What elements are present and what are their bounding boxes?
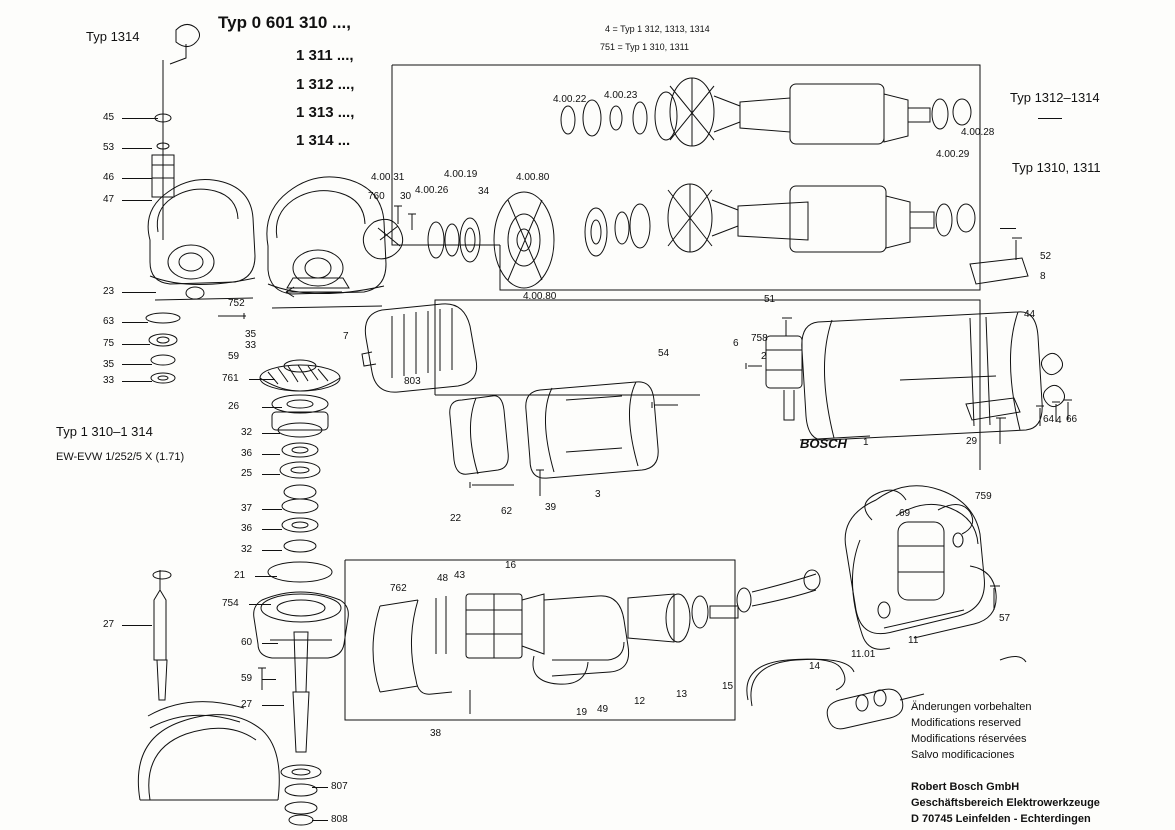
type-left-mid: Typ 1 310–1 314 bbox=[56, 424, 153, 439]
leader-line bbox=[1038, 118, 1062, 119]
part-callout: 49 bbox=[597, 704, 609, 715]
part-callout: 32 bbox=[241, 544, 253, 555]
part-callout: 47 bbox=[103, 194, 115, 205]
part-callout: 43 bbox=[454, 570, 466, 581]
part-callout: 23 bbox=[103, 286, 115, 297]
part-callout: 11.01 bbox=[851, 649, 876, 660]
part-callout: 29 bbox=[966, 436, 978, 447]
leader-line bbox=[249, 379, 275, 380]
part-callout: 39 bbox=[545, 502, 557, 513]
part-callout: 51 bbox=[764, 294, 776, 305]
leader-line bbox=[262, 454, 280, 455]
part-callout: 30 bbox=[400, 191, 412, 202]
type-left-top: Typ 1314 bbox=[86, 29, 140, 44]
part-callout: 760 bbox=[368, 191, 385, 202]
part-callout: 1 bbox=[863, 437, 869, 448]
part-callout: 4.00.19 bbox=[444, 169, 478, 180]
part-callout: 19 bbox=[576, 707, 588, 718]
part-callout: 34 bbox=[478, 186, 490, 197]
leader-line bbox=[255, 576, 277, 577]
title-line-4: 1 314 ... bbox=[296, 132, 351, 149]
leader-line bbox=[262, 679, 276, 680]
part-callout: 75 bbox=[103, 338, 115, 349]
part-callout: 48 bbox=[437, 573, 449, 584]
part-callout: 36 bbox=[241, 523, 253, 534]
part-callout: 64 bbox=[1043, 414, 1055, 425]
part-callout: 752 bbox=[228, 298, 245, 309]
part-callout: 2 bbox=[761, 351, 767, 362]
leader-line bbox=[262, 643, 278, 644]
part-callout: 803 bbox=[404, 376, 421, 387]
part-callout: 59 bbox=[241, 673, 253, 684]
part-callout: 761 bbox=[222, 373, 239, 384]
part-callout: 4.00.22 bbox=[553, 94, 587, 105]
part-callout: 22 bbox=[450, 513, 462, 524]
type-right-bottom: Typ 1310, 1311 bbox=[1012, 160, 1101, 175]
part-callout: 3 bbox=[595, 489, 601, 500]
leader-line bbox=[122, 200, 152, 201]
leader-line bbox=[262, 509, 282, 510]
part-callout: 11 bbox=[908, 635, 919, 646]
note-top-1: 4 = Typ 1 312, 1313, 1314 bbox=[605, 24, 710, 34]
part-callout: 52 bbox=[1040, 251, 1052, 262]
part-callout: 38 bbox=[430, 728, 442, 739]
part-callout: 754 bbox=[222, 598, 239, 609]
part-callout: 758 bbox=[751, 333, 768, 344]
leader-line bbox=[312, 820, 328, 821]
part-callout: 4 bbox=[1056, 415, 1062, 426]
company-line-3: D 70745 Leinfelden - Echterdingen bbox=[911, 813, 1091, 825]
type-left-sub: EW-EVW 1/252/5 X (1.71) bbox=[56, 451, 185, 463]
part-callout: 63 bbox=[103, 316, 115, 327]
part-callout: 33 bbox=[245, 340, 257, 351]
part-callout: 4.00.80 bbox=[516, 172, 550, 183]
part-callout: 27 bbox=[241, 699, 253, 710]
part-callout: 25 bbox=[241, 468, 253, 479]
part-callout: 4.00.31 bbox=[371, 172, 405, 183]
part-callout: 12 bbox=[634, 696, 646, 707]
brand-mark: BOSCH bbox=[800, 436, 847, 451]
part-callout: 15 bbox=[722, 681, 734, 692]
part-callout: 4.00.26 bbox=[415, 185, 449, 196]
part-callout: 26 bbox=[228, 401, 240, 412]
part-callout: 4.00.28 bbox=[961, 127, 995, 138]
leader-line bbox=[262, 705, 284, 706]
part-callout: 54 bbox=[658, 348, 670, 359]
title-main: Typ 0 601 310 ..., bbox=[218, 13, 351, 32]
leader-line bbox=[262, 474, 280, 475]
part-callout: 37 bbox=[241, 503, 253, 514]
leader-line bbox=[122, 322, 148, 323]
title-line-2: 1 312 ..., bbox=[296, 76, 355, 93]
part-callout: 4.00.23 bbox=[604, 90, 638, 101]
part-callout: 53 bbox=[103, 142, 115, 153]
part-callout: 6 bbox=[733, 338, 739, 349]
leader-line bbox=[1000, 228, 1016, 229]
part-callout: 4.00.29 bbox=[936, 149, 970, 160]
note-top-2: 751 = Typ 1 310, 1311 bbox=[600, 42, 689, 52]
leader-line bbox=[262, 433, 280, 434]
part-callout: 69 bbox=[899, 508, 911, 519]
part-callout: 44 bbox=[1024, 309, 1036, 320]
part-callout: 66 bbox=[1066, 414, 1078, 425]
leader-line bbox=[122, 625, 152, 626]
leader-line bbox=[262, 529, 282, 530]
part-callout: 33 bbox=[103, 375, 115, 386]
disclaimer-line-4: Salvo modificaciones bbox=[911, 749, 1015, 761]
part-callout: 32 bbox=[241, 427, 253, 438]
leader-line bbox=[249, 604, 271, 605]
part-callout: 45 bbox=[103, 112, 115, 123]
part-callout: 7 bbox=[343, 331, 349, 342]
part-callout: 13 bbox=[676, 689, 688, 700]
part-callout: 36 bbox=[241, 448, 253, 459]
leader-line bbox=[122, 292, 156, 293]
disclaimer-line-2: Modifications reserved bbox=[911, 717, 1022, 729]
part-callout: 35 bbox=[245, 329, 257, 340]
leader-line bbox=[122, 178, 152, 179]
part-callout: 808 bbox=[331, 814, 348, 825]
part-callout: 57 bbox=[999, 613, 1011, 624]
part-callout: 62 bbox=[501, 506, 513, 517]
part-callout: 759 bbox=[975, 491, 992, 502]
company-line-1: Robert Bosch GmbH bbox=[911, 781, 1020, 793]
title-line-1: 1 311 ..., bbox=[296, 47, 354, 64]
part-callout: 21 bbox=[234, 570, 246, 581]
part-callout: 807 bbox=[331, 781, 348, 792]
part-callout: 59 bbox=[228, 351, 240, 362]
disclaimer-line-1: Änderungen vorbehalten bbox=[911, 701, 1032, 713]
part-callout: 16 bbox=[505, 560, 517, 571]
part-callout: 762 bbox=[390, 583, 407, 594]
part-callout: 60 bbox=[241, 637, 253, 648]
title-line-3: 1 313 ..., bbox=[296, 104, 355, 121]
part-callout: 8 bbox=[1040, 271, 1046, 282]
leader-line bbox=[122, 381, 152, 382]
company-line-2: Geschäftsbereich Elektrowerkzeuge bbox=[911, 797, 1100, 809]
leader-line bbox=[122, 118, 158, 119]
part-callout: 27 bbox=[103, 619, 115, 630]
leader-line bbox=[312, 787, 328, 788]
leader-line bbox=[122, 148, 152, 149]
part-callout: 46 bbox=[103, 172, 115, 183]
leader-line bbox=[122, 364, 152, 365]
type-right-top: Typ 1312–1314 bbox=[1010, 90, 1100, 105]
part-callout: 35 bbox=[103, 359, 115, 370]
disclaimer-line-3: Modifications réservées bbox=[911, 733, 1027, 745]
part-callout: 4.00.80 bbox=[523, 291, 557, 302]
leader-line bbox=[262, 407, 282, 408]
leader-line bbox=[262, 550, 282, 551]
part-callout: 14 bbox=[809, 661, 821, 672]
leader-line bbox=[122, 344, 150, 345]
